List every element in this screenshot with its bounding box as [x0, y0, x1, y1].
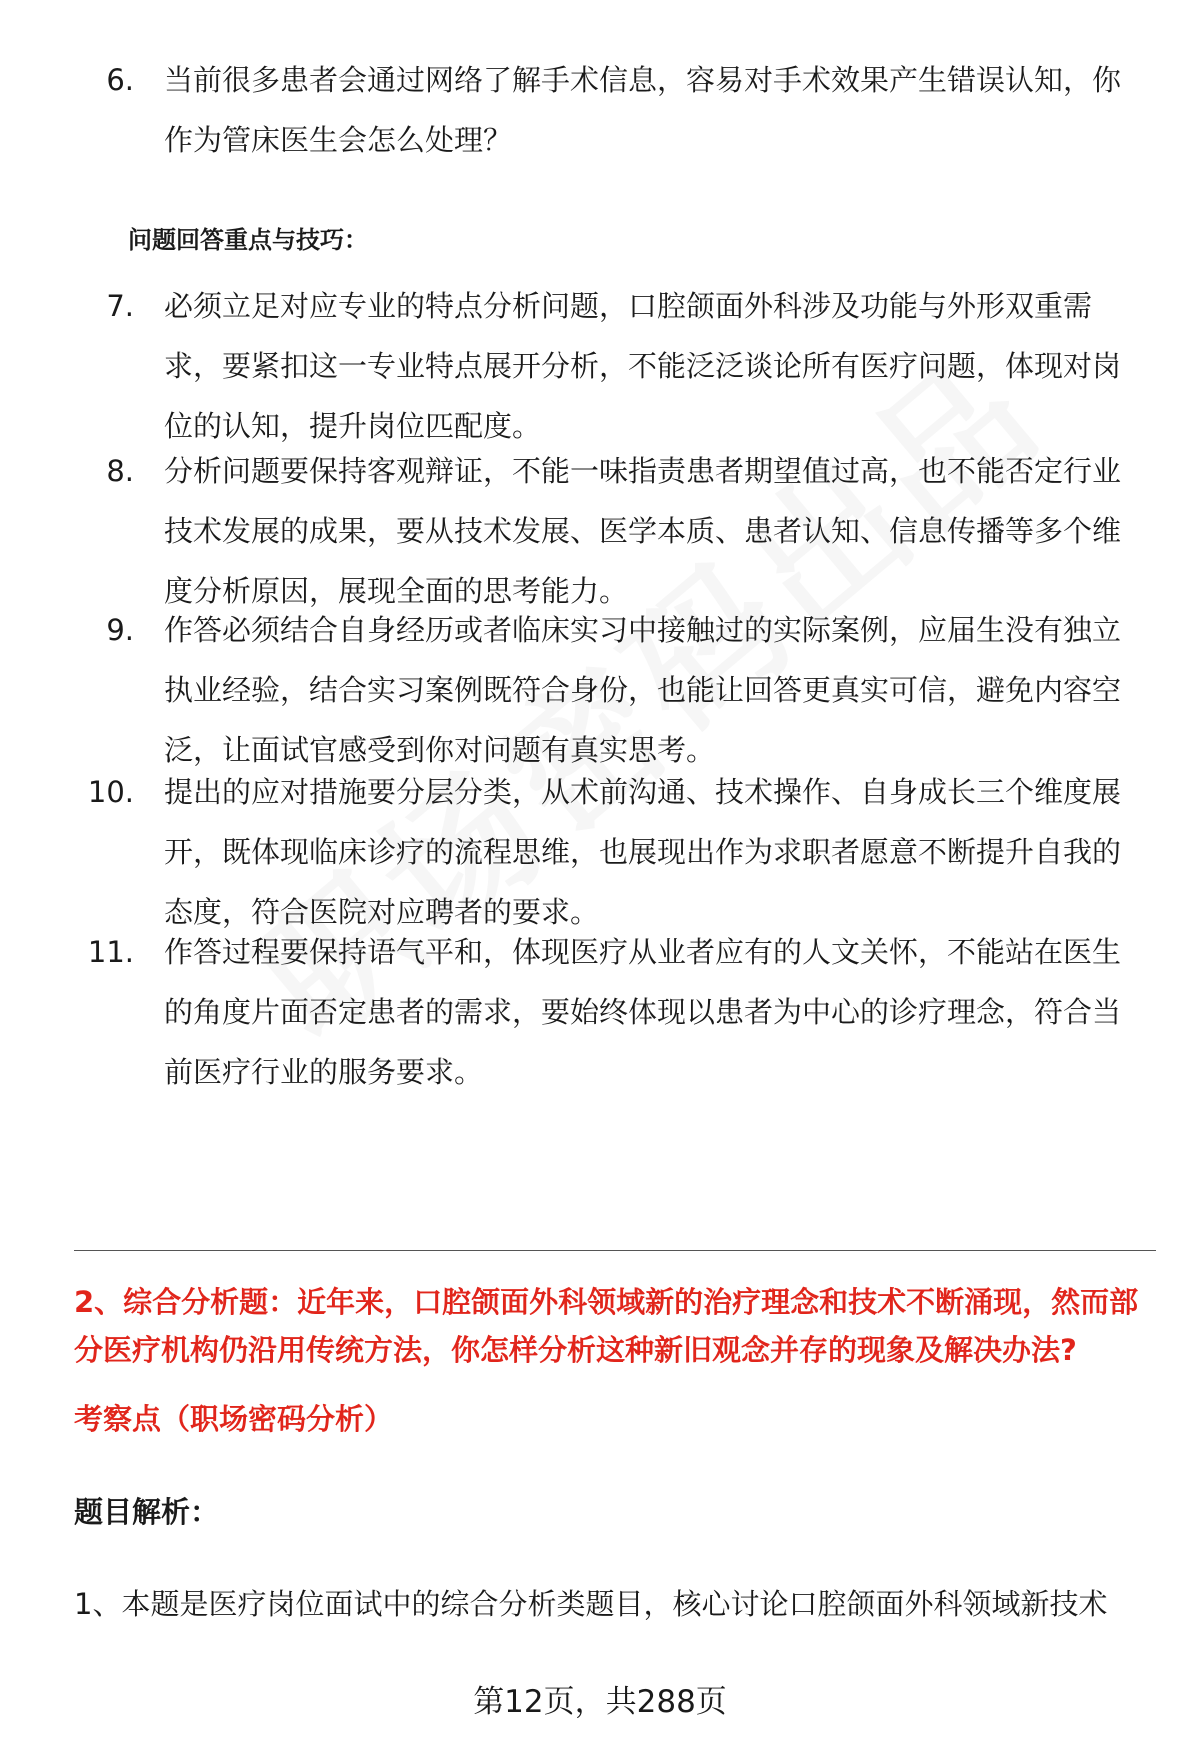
section-divider	[74, 1250, 1156, 1251]
list-text: 作答必须结合自身经历或者临床实习中接触过的实际案例，应届生没有独立执业经验，结合实习案例既符合身份，也能让回答更真实可信，避免内容空泛，让面试官感受到你对问题有真实思考。	[164, 613, 1122, 767]
list-item	[74, 50, 1144, 170]
list-text: 作答过程要保持语气平和，体现医疗从业者应有的人文关怀，不能站在医生的角度片面否定患者的需求，要始终体现以患者为中心的诊疗理念，符合当前医疗行业的服务要求。	[164, 935, 1122, 1089]
question-heading: 2、综合分析题：近年来，口腔颌面外科领域新的治疗理念和技术不断涌现，然而部分医疗机构仍沿用传统方法，你怎样分析这种新旧观念并存的现象及解决办法?	[74, 1285, 1139, 1367]
list-text: 必须立足对应专业的特点分析问题，口腔颌面外科涉及功能与外形双重需求，要紧扣这一专业特点展开分析，不能泛泛谈论所有医疗问题，体现对岗位的认知，提升岗位匹配度。	[164, 289, 1122, 443]
list-item	[74, 922, 1144, 1102]
page-footer: 第12页，共288页	[473, 1684, 727, 1720]
list-text: 当前很多患者会通过网络了解手术信息，容易对手术效果产生错误认知，你作为管床医生会怎么处理？	[164, 63, 1122, 157]
exam-point: 考察点（职场密码分析）	[74, 1402, 394, 1436]
list-number: 7.	[106, 289, 134, 323]
list-item	[74, 762, 1144, 942]
list-number: 9.	[106, 613, 134, 647]
list-number: 8.	[106, 454, 134, 488]
analysis-heading: 题目解析：	[74, 1495, 220, 1529]
list-text: 提出的应对措施要分层分类，从术前沟通、技术操作、自身成长三个维度展开，既体现临床诊疗的流程思维，也展现出作为求职者愿意不断提升自我的态度，符合医院对应聘者的要求。	[164, 775, 1122, 929]
tips-heading: 问题回答重点与技巧：	[128, 226, 368, 254]
list-item	[74, 600, 1144, 780]
list-number: 10.	[87, 775, 134, 809]
list-item	[74, 441, 1144, 621]
list-number: 11.	[87, 935, 134, 969]
list-number: 6.	[106, 63, 134, 97]
list-item	[74, 276, 1144, 456]
analysis-paragraph: 1、本题是医疗岗位面试中的综合分析类题目，核心讨论口腔颌面外科领域新技术	[74, 1587, 1108, 1621]
list-text: 分析问题要保持客观辩证，不能一味指责患者期望值过高，也不能否定行业技术发展的成果，要从技术发展、医学本质、患者认知、信息传播等多个维度分析原因，展现全面的思考能力。	[164, 454, 1122, 608]
